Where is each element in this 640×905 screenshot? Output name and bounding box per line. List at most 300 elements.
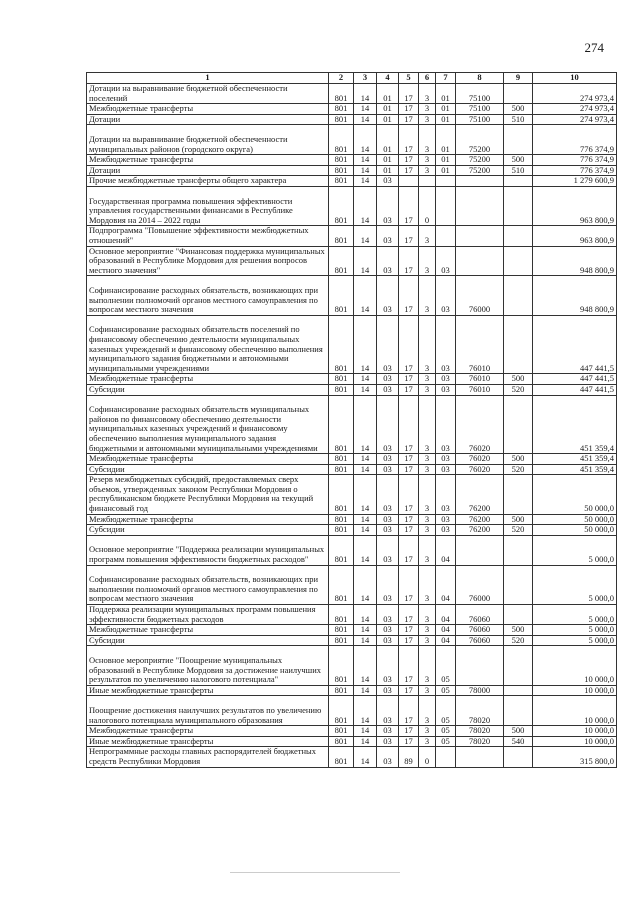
cell-col-3: 14 xyxy=(354,464,377,475)
cell-col-5: 17 xyxy=(399,374,419,385)
cell-col-4: 01 xyxy=(377,114,399,125)
cell-col-7: 03 xyxy=(436,525,456,536)
table-row xyxy=(87,384,617,395)
header-col-8: 8 xyxy=(456,73,504,84)
cell-col-3: 14 xyxy=(354,165,377,176)
cell-col-3: 14 xyxy=(354,125,377,155)
cell-amount: 963 800,9 xyxy=(533,226,617,246)
cell-col-5: 17 xyxy=(399,696,419,726)
table-row xyxy=(87,696,617,726)
cell-col-7: 01 xyxy=(436,104,456,115)
cell-col-2: 801 xyxy=(329,535,354,565)
cell-name: Прочие межбюджетные трансферты общего характера xyxy=(87,176,329,187)
cell-col-6: 3 xyxy=(419,104,436,115)
cell-col-2: 801 xyxy=(329,475,354,514)
cell-col-6: 3 xyxy=(419,464,436,475)
cell-col-7: 01 xyxy=(436,84,456,104)
cell-col-6: 3 xyxy=(419,246,436,276)
cell-col-2: 801 xyxy=(329,246,354,276)
cell-col-6: 3 xyxy=(419,454,436,465)
table-row xyxy=(87,246,617,276)
cell-amount: 10 000,0 xyxy=(533,696,617,726)
cell-col-8 xyxy=(456,246,504,276)
cell-amount: 447 441,5 xyxy=(533,374,617,385)
cell-name: Межбюджетные трансферты xyxy=(87,104,329,115)
cell-col-6: 3 xyxy=(419,696,436,726)
cell-col-5: 17 xyxy=(399,736,419,747)
cell-col-2: 801 xyxy=(329,155,354,166)
cell-col-5: 17 xyxy=(399,726,419,737)
cell-name: Межбюджетные трансферты xyxy=(87,514,329,525)
table-row xyxy=(87,635,617,646)
cell-col-2: 801 xyxy=(329,104,354,115)
cell-col-3: 14 xyxy=(354,736,377,747)
cell-amount: 5 000,0 xyxy=(533,605,617,625)
cell-col-7: 04 xyxy=(436,605,456,625)
cell-amount: 10 000,0 xyxy=(533,736,617,747)
cell-col-2: 801 xyxy=(329,315,354,374)
cell-col-6: 3 xyxy=(419,535,436,565)
cell-col-3: 14 xyxy=(354,276,377,315)
cell-col-7: 03 xyxy=(436,475,456,514)
budget-table xyxy=(86,72,617,768)
cell-col-9 xyxy=(504,685,533,696)
cell-amount: 948 800,9 xyxy=(533,276,617,315)
cell-name: Поощрение достижения наилучших результатов по увеличению налогового потенциала муниципального образования xyxy=(87,696,329,726)
cell-col-5: 17 xyxy=(399,605,419,625)
cell-col-2: 801 xyxy=(329,565,354,604)
cell-col-7: 01 xyxy=(436,165,456,176)
cell-col-9: 540 xyxy=(504,736,533,747)
cell-col-8: 76060 xyxy=(456,635,504,646)
cell-col-2: 801 xyxy=(329,186,354,225)
cell-col-3: 14 xyxy=(354,384,377,395)
cell-col-8 xyxy=(456,176,504,187)
cell-col-8: 75200 xyxy=(456,155,504,166)
table-row xyxy=(87,114,617,125)
cell-col-2: 801 xyxy=(329,726,354,737)
cell-col-3: 14 xyxy=(354,525,377,536)
cell-col-5: 17 xyxy=(399,464,419,475)
cell-col-5: 17 xyxy=(399,685,419,696)
cell-col-4: 03 xyxy=(377,395,399,454)
cell-col-6: 3 xyxy=(419,646,436,685)
cell-col-7: 04 xyxy=(436,565,456,604)
cell-col-8 xyxy=(456,747,504,767)
cell-col-8: 76020 xyxy=(456,464,504,475)
cell-col-8: 76020 xyxy=(456,395,504,454)
cell-col-7: 05 xyxy=(436,696,456,726)
table-row xyxy=(87,726,617,737)
cell-col-4: 03 xyxy=(377,475,399,514)
cell-amount: 10 000,0 xyxy=(533,685,617,696)
header-col-9: 9 xyxy=(504,73,533,84)
cell-col-6: 3 xyxy=(419,84,436,104)
cell-name: Субсидии xyxy=(87,384,329,395)
table-header-row xyxy=(87,73,617,84)
cell-col-4: 03 xyxy=(377,696,399,726)
cell-col-3: 14 xyxy=(354,104,377,115)
cell-col-2: 801 xyxy=(329,176,354,187)
cell-col-9 xyxy=(504,125,533,155)
cell-name: Софинансирование расходных обязательств, возникающих при выполнении полномочий органов местного самоуправления по вопросам местного значения xyxy=(87,276,329,315)
cell-col-3: 14 xyxy=(354,475,377,514)
table-row xyxy=(87,736,617,747)
header-col-6: 6 xyxy=(419,73,436,84)
cell-col-7: 05 xyxy=(436,736,456,747)
table-row xyxy=(87,176,617,187)
cell-col-5: 17 xyxy=(399,525,419,536)
cell-col-5: 17 xyxy=(399,84,419,104)
cell-col-5: 17 xyxy=(399,475,419,514)
cell-name: Иные межбюджетные трансферты xyxy=(87,685,329,696)
cell-col-2: 801 xyxy=(329,625,354,636)
cell-col-5: 17 xyxy=(399,395,419,454)
cell-col-8: 76000 xyxy=(456,565,504,604)
cell-col-8: 76010 xyxy=(456,315,504,374)
cell-col-4: 03 xyxy=(377,276,399,315)
cell-col-4: 03 xyxy=(377,747,399,767)
page-number: 274 xyxy=(584,40,604,55)
cell-col-4: 01 xyxy=(377,165,399,176)
cell-col-6: 0 xyxy=(419,186,436,225)
cell-col-9 xyxy=(504,475,533,514)
cell-col-3: 14 xyxy=(354,226,377,246)
cell-col-6: 3 xyxy=(419,276,436,315)
cell-col-8: 76200 xyxy=(456,525,504,536)
cell-name: Иные межбюджетные трансферты xyxy=(87,736,329,747)
cell-col-9 xyxy=(504,395,533,454)
cell-amount: 451 359,4 xyxy=(533,395,617,454)
cell-col-3: 14 xyxy=(354,565,377,604)
cell-amount: 451 359,4 xyxy=(533,454,617,465)
cell-amount: 5 000,0 xyxy=(533,565,617,604)
table-row xyxy=(87,685,617,696)
cell-col-3: 14 xyxy=(354,514,377,525)
cell-col-9 xyxy=(504,565,533,604)
cell-col-6: 3 xyxy=(419,736,436,747)
cell-amount: 776 374,9 xyxy=(533,165,617,176)
cell-col-7: 01 xyxy=(436,125,456,155)
cell-name: Субсидии xyxy=(87,635,329,646)
cell-col-9: 520 xyxy=(504,384,533,395)
cell-col-6: 3 xyxy=(419,125,436,155)
cell-col-2: 801 xyxy=(329,374,354,385)
cell-col-9 xyxy=(504,605,533,625)
cell-col-7: 03 xyxy=(436,374,456,385)
cell-col-4: 03 xyxy=(377,646,399,685)
table-row xyxy=(87,625,617,636)
table-body xyxy=(87,84,617,768)
cell-col-4: 03 xyxy=(377,635,399,646)
cell-col-4: 03 xyxy=(377,685,399,696)
cell-col-8: 78020 xyxy=(456,726,504,737)
cell-col-3: 14 xyxy=(354,726,377,737)
cell-col-3: 14 xyxy=(354,176,377,187)
cell-name: Дотации на выравнивание бюджетной обеспеченности поселений xyxy=(87,84,329,104)
table-row xyxy=(87,125,617,155)
cell-col-5: 17 xyxy=(399,276,419,315)
cell-col-5: 17 xyxy=(399,114,419,125)
cell-name: Основное мероприятие "Поддержка реализации муниципальных программ повышения эффективности бюджетных расходов" xyxy=(87,535,329,565)
table-row xyxy=(87,454,617,465)
cell-col-5: 17 xyxy=(399,226,419,246)
cell-col-2: 801 xyxy=(329,736,354,747)
cell-col-9: 520 xyxy=(504,525,533,536)
cell-amount: 50 000,0 xyxy=(533,514,617,525)
cell-amount: 274 973,4 xyxy=(533,104,617,115)
cell-col-4: 03 xyxy=(377,726,399,737)
cell-col-2: 801 xyxy=(329,84,354,104)
cell-col-7: 03 xyxy=(436,454,456,465)
table-row xyxy=(87,565,617,604)
cell-amount: 274 973,4 xyxy=(533,84,617,104)
cell-col-4: 03 xyxy=(377,605,399,625)
cell-name: Подпрограмма "Повышение эффективности межбюджетных отношений" xyxy=(87,226,329,246)
cell-amount: 10 000,0 xyxy=(533,646,617,685)
cell-col-4: 03 xyxy=(377,464,399,475)
cell-amount: 50 000,0 xyxy=(533,475,617,514)
cell-col-8: 78020 xyxy=(456,736,504,747)
cell-name: Софинансирование расходных обязательств поселений по финансовому обеспечению деятельности муниципальных казенных учреждений и финансовому обеспечению выполнения муниципального задания бюджетными и автономными муниципальными учреждениями xyxy=(87,315,329,374)
cell-col-8 xyxy=(456,535,504,565)
cell-col-3: 14 xyxy=(354,646,377,685)
cell-col-4: 03 xyxy=(377,186,399,225)
cell-amount: 5 000,0 xyxy=(533,625,617,636)
cell-col-7: 03 xyxy=(436,246,456,276)
table-row xyxy=(87,374,617,385)
cell-col-8: 76010 xyxy=(456,384,504,395)
cell-col-4: 03 xyxy=(377,374,399,385)
cell-amount: 447 441,5 xyxy=(533,315,617,374)
cell-col-5: 89 xyxy=(399,747,419,767)
table-row xyxy=(87,747,617,767)
cell-col-4: 01 xyxy=(377,104,399,115)
cell-col-8: 76000 xyxy=(456,276,504,315)
cell-col-5: 17 xyxy=(399,155,419,166)
cell-col-3: 14 xyxy=(354,685,377,696)
cell-amount: 776 374,9 xyxy=(533,155,617,166)
cell-col-8 xyxy=(456,226,504,246)
cell-col-9: 520 xyxy=(504,464,533,475)
header-col-10: 10 xyxy=(533,73,617,84)
cell-col-4: 03 xyxy=(377,535,399,565)
cell-name: Межбюджетные трансферты xyxy=(87,374,329,385)
cell-col-6: 3 xyxy=(419,155,436,166)
cell-col-8: 75200 xyxy=(456,125,504,155)
cell-col-4: 03 xyxy=(377,176,399,187)
cell-col-9 xyxy=(504,315,533,374)
cell-col-9 xyxy=(504,246,533,276)
cell-col-9 xyxy=(504,646,533,685)
table-row xyxy=(87,84,617,104)
cell-col-4: 03 xyxy=(377,565,399,604)
cell-amount: 5 000,0 xyxy=(533,535,617,565)
cell-name: Основное мероприятие "Финансовая поддержка муниципальных образований в Республике Мордовия для решения вопросов местного значения" xyxy=(87,246,329,276)
cell-col-5: 17 xyxy=(399,635,419,646)
cell-col-7 xyxy=(436,747,456,767)
cell-col-3: 14 xyxy=(354,696,377,726)
cell-col-7: 01 xyxy=(436,155,456,166)
cell-col-4: 01 xyxy=(377,84,399,104)
cell-col-8: 76200 xyxy=(456,475,504,514)
cell-col-9: 500 xyxy=(504,625,533,636)
cell-col-6: 3 xyxy=(419,165,436,176)
cell-col-7: 05 xyxy=(436,646,456,685)
cell-amount: 451 359,4 xyxy=(533,464,617,475)
cell-name: Резерв межбюджетных субсидий, предоставляемых сверх объемов, утвержденных законом Республики Мордовия о республиканском бюджете Республики Мордовия на текущий финансовый год xyxy=(87,475,329,514)
cell-col-9 xyxy=(504,747,533,767)
table-row xyxy=(87,395,617,454)
cell-col-6 xyxy=(419,176,436,187)
cell-col-3: 14 xyxy=(354,747,377,767)
cell-col-2: 801 xyxy=(329,395,354,454)
cell-col-2: 801 xyxy=(329,514,354,525)
cell-col-9: 510 xyxy=(504,114,533,125)
cell-col-8 xyxy=(456,646,504,685)
cell-col-5: 17 xyxy=(399,535,419,565)
table-row xyxy=(87,226,617,246)
cell-col-6: 3 xyxy=(419,514,436,525)
cell-name: Межбюджетные трансферты xyxy=(87,625,329,636)
cell-col-5 xyxy=(399,176,419,187)
header-col-2: 2 xyxy=(329,73,354,84)
cell-name: Дотации xyxy=(87,165,329,176)
cell-col-3: 14 xyxy=(354,114,377,125)
cell-col-7: 04 xyxy=(436,625,456,636)
cell-name: Поддержка реализации муниципальных программ повышения эффективности бюджетных расходов xyxy=(87,605,329,625)
header-col-3: 3 xyxy=(354,73,377,84)
cell-amount: 1 279 600,9 xyxy=(533,176,617,187)
cell-col-2: 801 xyxy=(329,454,354,465)
cell-amount: 315 800,0 xyxy=(533,747,617,767)
cell-col-5: 17 xyxy=(399,514,419,525)
cell-name: Межбюджетные трансферты xyxy=(87,726,329,737)
cell-name: Непрограммные расходы главных распорядителей бюджетных средств Республики Мордовия xyxy=(87,747,329,767)
header-col-1: 1 xyxy=(87,73,329,84)
table-row xyxy=(87,165,617,176)
cell-amount: 447 441,5 xyxy=(533,384,617,395)
cell-col-8: 78020 xyxy=(456,696,504,726)
cell-col-4: 03 xyxy=(377,384,399,395)
cell-col-4: 03 xyxy=(377,246,399,276)
cell-col-5: 17 xyxy=(399,454,419,465)
cell-col-8: 76010 xyxy=(456,374,504,385)
cell-col-4: 01 xyxy=(377,155,399,166)
cell-col-4: 03 xyxy=(377,514,399,525)
cell-col-7: 03 xyxy=(436,276,456,315)
cell-amount: 50 000,0 xyxy=(533,525,617,536)
cell-col-6: 3 xyxy=(419,395,436,454)
cell-col-3: 14 xyxy=(354,395,377,454)
table-row xyxy=(87,514,617,525)
table-row xyxy=(87,535,617,565)
cell-amount: 776 374,9 xyxy=(533,125,617,155)
cell-col-5: 17 xyxy=(399,646,419,685)
cell-col-3: 14 xyxy=(354,454,377,465)
cell-name: Софинансирование расходных обязательств, возникающих при выполнении полномочий органов местного самоуправления по вопросам местного значения xyxy=(87,565,329,604)
cell-col-6: 3 xyxy=(419,384,436,395)
cell-col-3: 14 xyxy=(354,315,377,374)
cell-col-6: 3 xyxy=(419,726,436,737)
header-col-4: 4 xyxy=(377,73,399,84)
cell-col-9 xyxy=(504,84,533,104)
cell-col-9 xyxy=(504,226,533,246)
cell-col-6: 3 xyxy=(419,635,436,646)
cell-col-3: 14 xyxy=(354,635,377,646)
cell-col-7: 05 xyxy=(436,726,456,737)
header-col-5: 5 xyxy=(399,73,419,84)
cell-col-6: 3 xyxy=(419,685,436,696)
cell-col-6: 3 xyxy=(419,625,436,636)
cell-col-7: 04 xyxy=(436,535,456,565)
cell-amount: 948 800,9 xyxy=(533,246,617,276)
cell-col-2: 801 xyxy=(329,646,354,685)
cell-col-3: 14 xyxy=(354,625,377,636)
cell-col-3: 14 xyxy=(354,186,377,225)
cell-col-2: 801 xyxy=(329,635,354,646)
cell-col-2: 801 xyxy=(329,525,354,536)
cell-col-2: 801 xyxy=(329,276,354,315)
cell-col-6: 3 xyxy=(419,475,436,514)
cell-name: Основное мероприятие "Поощрение муниципальных образований в Республике Мордовия за достижение наилучших результатов по увеличению налогового потенциала" xyxy=(87,646,329,685)
cell-col-4: 01 xyxy=(377,125,399,155)
table-row xyxy=(87,464,617,475)
cell-col-9: 500 xyxy=(504,155,533,166)
cell-col-5: 17 xyxy=(399,165,419,176)
cell-col-6: 0 xyxy=(419,747,436,767)
cell-col-3: 14 xyxy=(354,84,377,104)
cell-col-4: 03 xyxy=(377,454,399,465)
cell-col-6: 3 xyxy=(419,114,436,125)
cell-name: Софинансирование расходных обязательств муниципальных районов по финансовому обеспечению деятельности муниципальных казенных учреждений и финансовому обеспечению выполнения муниципального задания бюджетными и автономными муниципальными учреждениями xyxy=(87,395,329,454)
cell-col-6: 3 xyxy=(419,315,436,374)
cell-col-6: 3 xyxy=(419,605,436,625)
cell-col-7 xyxy=(436,186,456,225)
cell-col-8: 75200 xyxy=(456,165,504,176)
cell-col-2: 801 xyxy=(329,747,354,767)
table-row xyxy=(87,605,617,625)
cell-amount: 963 800,9 xyxy=(533,186,617,225)
table-row xyxy=(87,276,617,315)
cell-col-5: 17 xyxy=(399,565,419,604)
table-row xyxy=(87,475,617,514)
cell-col-2: 801 xyxy=(329,226,354,246)
cell-col-2: 801 xyxy=(329,696,354,726)
cell-name: Государственная программа повышения эффективности управления государственными финансами в Республике Мордовия на 2014 – 2022 годы xyxy=(87,186,329,225)
cell-col-3: 14 xyxy=(354,246,377,276)
cell-col-7: 03 xyxy=(436,464,456,475)
cell-col-4: 03 xyxy=(377,226,399,246)
cell-name: Дотации на выравнивание бюджетной обеспеченности муниципальных районов (городского округа) xyxy=(87,125,329,155)
cell-col-4: 03 xyxy=(377,315,399,374)
cell-col-5: 17 xyxy=(399,315,419,374)
table-row xyxy=(87,315,617,374)
cell-col-9: 520 xyxy=(504,635,533,646)
cell-col-3: 14 xyxy=(354,155,377,166)
cell-col-7: 03 xyxy=(436,395,456,454)
cell-amount: 5 000,0 xyxy=(533,635,617,646)
cell-col-7: 01 xyxy=(436,114,456,125)
table-row xyxy=(87,186,617,225)
cell-col-9 xyxy=(504,176,533,187)
cell-col-9 xyxy=(504,186,533,225)
cell-col-8: 78000 xyxy=(456,685,504,696)
cell-col-8: 76020 xyxy=(456,454,504,465)
cell-col-7: 04 xyxy=(436,635,456,646)
cell-col-5: 17 xyxy=(399,246,419,276)
cell-name: Субсидии xyxy=(87,525,329,536)
